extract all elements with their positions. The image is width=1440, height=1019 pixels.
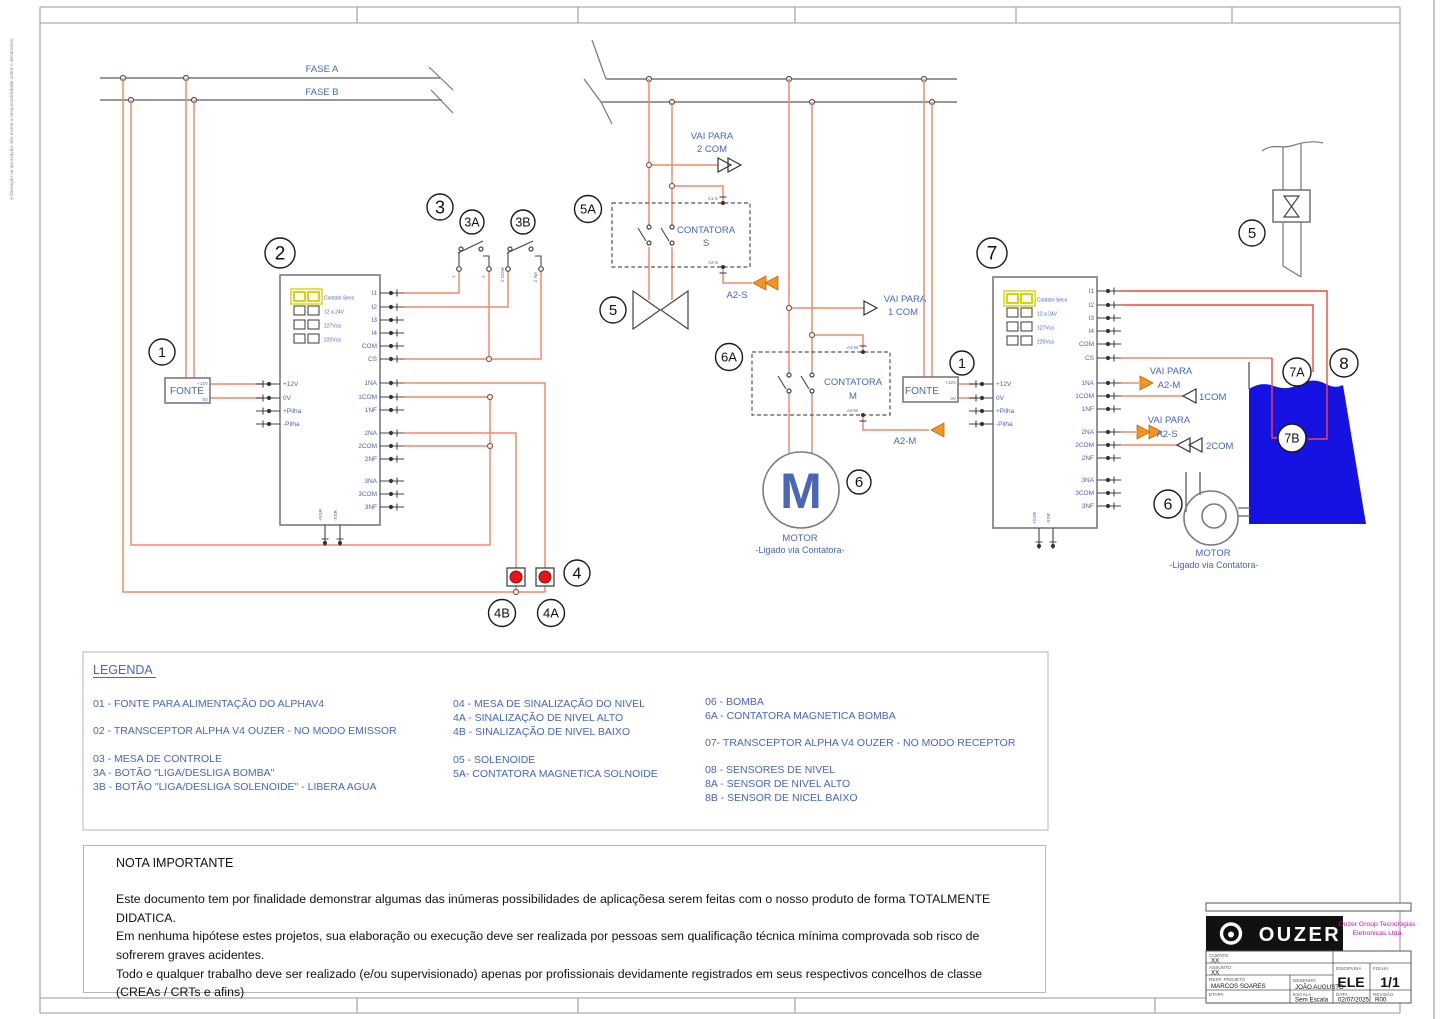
legend-title: LEGENDA — [93, 663, 153, 677]
pin-0v: 0V — [283, 395, 291, 402]
tank-water — [1249, 381, 1366, 525]
r-pin-1nf: 1NF — [1081, 406, 1094, 413]
disciplina-value: ELE — [1337, 974, 1365, 990]
svg-text:8: 8 — [1339, 354, 1349, 373]
marker-8 — [1330, 349, 1358, 377]
svg-text:7B: 7B — [1284, 431, 1300, 446]
r-option-220vca: 220Vca — [1037, 339, 1054, 346]
legend-item-3a: 3A - BOTÃO "LIGA/DESLIGA BOMBA" — [93, 767, 275, 779]
r-pin-3na: 3NA — [1081, 477, 1094, 484]
option-127vca: 127Vca — [324, 323, 341, 330]
terminal-a1s: A1-S — [707, 196, 718, 201]
to-1com-line1: VAI PARA — [883, 294, 927, 305]
r-pin-0v: 0V — [996, 395, 1004, 402]
svg-text:6A: 6A — [721, 349, 737, 365]
pin-ssr-neg: -SSR — [333, 510, 338, 521]
svg-text:1: 1 — [958, 355, 966, 371]
marker-1-right — [950, 351, 974, 375]
svg-text:4B: 4B — [494, 605, 510, 621]
fase-b-label: FASE B — [305, 87, 339, 98]
pump-label: MOTOR — [1195, 548, 1231, 559]
arrow-recv-2com — [1177, 438, 1202, 452]
recv-a2m-line2: A2-M — [1157, 380, 1181, 391]
company-line2: Eletronicas Ltda — [1352, 930, 1402, 937]
fonte-receiver-label: FONTE — [905, 386, 939, 397]
pump-sublabel: -Ligado via Contatora- — [1169, 560, 1259, 570]
folha-label: FOLHA — [1373, 966, 1389, 971]
legend-item-5a: 5A- CONTATORA MAGNETICA SOLNOIDE — [453, 768, 658, 780]
r-pin-12v: +12V — [996, 381, 1012, 388]
arrow-a2m — [931, 423, 944, 437]
r-option-127vca: 127Vca — [1037, 325, 1054, 332]
arrow-recv-a2m — [1140, 376, 1153, 390]
contactor-s-branch — [612, 79, 778, 301]
r-pin-1com: 1COM — [1075, 393, 1094, 400]
marker-6-motor — [847, 470, 871, 494]
r-pin-pilha-pos: +Pilha — [996, 408, 1015, 415]
terminal-a2s: A2-S — [707, 260, 718, 265]
legend-item-8a: 8A - SENSOR DE NIVEL ALTO — [705, 778, 851, 790]
contactor-s-name: CONTATORA — [676, 225, 736, 236]
marker-7 — [977, 238, 1007, 268]
legend-item-01: 01 - FONTE PARA ALIMENTAÇÃO DO ALPHAV4 — [93, 698, 325, 710]
r-pin-i1: I1 — [1088, 288, 1094, 295]
pin-2nf: 2NF — [364, 456, 377, 463]
desenho-value: JOÃO AUGUSTO — [1295, 984, 1344, 991]
legend-item-06: 06 - BOMBA — [705, 696, 764, 708]
company-line1: Ouzer Group Tecnologias — [1338, 921, 1416, 928]
assunto-value: XX — [1211, 969, 1220, 977]
nota-title: NOTA IMPORTANTE — [116, 856, 234, 870]
pin-3nf: 3NF — [364, 504, 377, 511]
r-pin-cs: CS — [1084, 355, 1094, 362]
option-contato-seco: Contato Seco — [324, 295, 355, 302]
legend-item-3b: 3B - BOTÃO "LIGA/DESLIGA SOLENOIDE" - LIBERA AGUA — [93, 781, 377, 793]
marker-5-left — [600, 297, 626, 323]
data-value: 02/07/2025 — [1338, 996, 1369, 1004]
svg-text:1: 1 — [158, 344, 166, 360]
revisao-label: REVISÃO — [1373, 992, 1394, 997]
pin-3na: 3NA — [364, 478, 377, 485]
recv-a2s-line1: VAI PARA — [1147, 415, 1191, 426]
r-pin-i3: I3 — [1088, 315, 1094, 322]
r-pin-2na: 2NA — [1081, 429, 1094, 436]
assunto-label: ASSUNTO — [1209, 965, 1232, 970]
motor-letter: M — [780, 463, 822, 519]
signal-lamps — [507, 568, 554, 586]
contactor-m-name: CONTATORA — [823, 377, 883, 388]
pipe-valve-right — [1262, 142, 1323, 277]
fonte-receiver-pin-neg: 0V — [950, 396, 956, 401]
fonte-receiver-pin-pos: +12V — [945, 380, 956, 385]
marker-6-pump — [1154, 490, 1182, 518]
svg-text:6: 6 — [1163, 496, 1173, 514]
recv-2com-label: 2COM — [1206, 441, 1234, 452]
resp-value: MARCOS SOARES — [1211, 983, 1266, 990]
contactor-m-sub: M — [849, 391, 857, 402]
alpha-emitter — [256, 275, 404, 546]
r-pin-3nf: 3NF — [1081, 503, 1094, 510]
a2m-wire-label: A2-M — [893, 436, 917, 447]
legend-item-05: 05 - SOLENOIDE — [453, 754, 536, 766]
fonte-emitter — [165, 378, 210, 403]
arrow-a2s — [753, 276, 778, 290]
legend-item-8b: 8B - SENSOR DE NICEL BAIXO — [705, 792, 858, 804]
nota-line-1: Este documento tem por finalidade demonstrar algumas das inúmeras possibilidades de aplicaçõesa serem feitas com o nosso produto de forma TOTALMENTE DIDATICA. — [116, 892, 991, 925]
to-2com-line1: VAI PARA — [690, 131, 734, 142]
svg-text:5A: 5A — [580, 201, 596, 217]
marker-6a — [716, 344, 743, 371]
sheet-side-note: A liberação ou aprovação não exime a responsabilidade sobre o documento — [10, 38, 15, 200]
pin-ssr-pos: +SSR — [318, 508, 323, 521]
escala-label: ESCALA — [1293, 992, 1312, 997]
fonte-pin-pos: +12V — [197, 381, 208, 386]
arrow-recv-1com — [1183, 389, 1196, 403]
nota-line-3: Todo e qualquer trabalho deve ser realizado (e/ou supervisionado) apenas por profissionais devidamente registrados em seus respectivos concelhos de classe (CREAs / CRTs e afins) — [116, 966, 983, 1000]
legend-item-4b: 4B - SINALIZAÇÃO DE NIVEL BAIXO — [453, 726, 630, 738]
svg-text:3: 3 — [434, 197, 446, 218]
fase-bus-left — [100, 64, 453, 113]
a2s-wire-label: A2-S — [726, 290, 748, 301]
fase-a-label: FASE A — [305, 64, 339, 75]
marker-7a — [1283, 358, 1311, 386]
resp-label: RESP. PROJETO — [1209, 977, 1246, 982]
pin-i3: I3 — [371, 317, 377, 324]
nota-box — [83, 845, 1046, 1000]
nota-line-2: Em nenhuma hipótese estes projetos, sua elaboração ou execução deve ser realizada por pessoas sem qualificação técnica mínima comprovada sob risco de sofrerem graves acidentes. — [116, 929, 980, 963]
svg-text:5: 5 — [1247, 225, 1257, 242]
r-pin-2com: 2COM — [1075, 442, 1094, 449]
pin-i4: I4 — [371, 330, 377, 337]
ouzer-logo-text: OUZER — [1258, 924, 1342, 946]
r-pin-pilha-neg: -Pilha — [996, 421, 1013, 428]
svg-text:5: 5 — [608, 302, 618, 319]
pin-pilha-pos: +Pilha — [283, 408, 302, 415]
pin-2na: 2NA — [364, 430, 377, 437]
pin-i1: I1 — [371, 290, 377, 297]
svg-text:3B: 3B — [515, 215, 531, 230]
r-pin-ssr-neg: -SSR — [1046, 513, 1051, 524]
to-1com-line2: 1 COM — [887, 307, 919, 318]
svg-text:4: 4 — [572, 565, 582, 583]
disciplina-label: DISCIPLINA — [1336, 966, 1362, 971]
folha-value: 1/1 — [1380, 974, 1400, 990]
legend-item-08: 08 - SENSORES DE NIVEL — [705, 764, 836, 776]
svg-text:7A: 7A — [1289, 365, 1305, 380]
option-12a24v: 12 a 24V — [324, 309, 345, 316]
option-220vca: 220Vca — [324, 337, 341, 344]
marker-1-left — [149, 339, 175, 365]
tank — [1249, 362, 1366, 524]
svg-text:3A: 3A — [464, 215, 480, 230]
revisao-value: R00 — [1375, 996, 1387, 1004]
motor — [755, 452, 844, 555]
marker-3a — [460, 210, 484, 234]
svg-text:4A: 4A — [543, 605, 559, 621]
svg-text:2: 2 — [274, 243, 286, 265]
marker-3b — [511, 210, 535, 234]
pin-cs: CS — [367, 356, 377, 363]
pin-2com: 2COM — [358, 443, 377, 450]
terminal-a2m: A2-M — [847, 408, 858, 413]
recv-a2m-line1: VAI PARA — [1149, 366, 1193, 377]
marker-4a — [538, 600, 565, 627]
pin-pilha-neg: -Pilha — [283, 421, 300, 428]
r-pin-i4: I4 — [1088, 328, 1094, 335]
legend — [83, 652, 1048, 830]
marker-4 — [564, 560, 590, 586]
legend-item-04: 04 - MESA DE SINALIZAÇÃO DO NIVEL — [453, 698, 645, 710]
recv-a2s-line2: A2-S — [1156, 429, 1178, 440]
motor-sublabel: -Ligado via Contatora- — [755, 545, 845, 555]
motor-label: MOTOR — [782, 533, 818, 544]
r-option-12a24v: 12 a 24V — [1037, 311, 1058, 318]
marker-2 — [265, 238, 295, 268]
data-label: DATA — [1336, 992, 1348, 997]
pump — [1169, 472, 1258, 570]
r-pin-3com: 3COM — [1075, 490, 1094, 497]
solenoid-valve-left — [633, 291, 688, 329]
r-pin-ssr-pos: +SSR — [1032, 511, 1037, 524]
r-option-contato-seco: Contato Seco — [1037, 297, 1068, 304]
legend-item-02: 02 - TRANSCEPTOR ALPHA V4 OUZER - NO MODO EMISSOR — [93, 725, 397, 737]
arrow-to-1com — [864, 301, 877, 315]
control-desk — [451, 241, 543, 282]
marker-3 — [427, 194, 453, 220]
cliente-label: CLIENTE — [1209, 953, 1229, 958]
pin-12v: +12V — [283, 381, 299, 388]
to-2com-line2: 2 COM — [696, 144, 728, 155]
switch-3b-term-right: 2 NA — [533, 271, 538, 282]
legend-item-4a: 4A - SINALIZAÇÃO DE NIVEL ALTO — [453, 712, 624, 724]
receiver-arrows — [1121, 366, 1234, 452]
arrow-to-2com — [718, 158, 741, 172]
recv-1com-label: 1COM — [1199, 392, 1227, 403]
pin-3com: 3COM — [358, 491, 377, 498]
r-pin-i2: I2 — [1088, 302, 1094, 309]
etapa-label: ETAPA — [1209, 992, 1224, 997]
switch-3a-term-left: 1 — [451, 275, 456, 278]
title-block — [1206, 903, 1416, 1004]
marker-4b — [489, 600, 516, 627]
escala-value: Sem Escala — [1295, 996, 1329, 1004]
legend-item-03: 03 - MESA DE CONTROLE — [93, 753, 222, 765]
switch-3b-term-left: 2 COM — [500, 267, 505, 282]
legend-item-6a: 6A - CONTATORA MAGNETICA BOMBA — [705, 710, 896, 722]
r-pin-2nf: 2NF — [1081, 455, 1094, 462]
switch-3a-term-right: 2 — [481, 275, 486, 278]
pin-1nf: 1NF — [364, 407, 377, 414]
marker-5a — [575, 196, 602, 223]
svg-text:6: 6 — [854, 474, 864, 491]
fase-bus-mid — [584, 40, 957, 124]
pin-1na: 1NA — [364, 380, 377, 387]
alpha-receiver — [969, 277, 1121, 549]
pin-com: COM — [361, 343, 377, 350]
marker-5-right — [1239, 220, 1265, 246]
contactor-s-sub: S — [702, 238, 710, 249]
pin-i2: I2 — [371, 304, 377, 311]
r-pin-1na: 1NA — [1081, 380, 1094, 387]
desenho-label: DESENHO — [1293, 978, 1316, 983]
pin-1com: 1COM — [358, 394, 377, 401]
fonte-pin-neg: 0V — [202, 397, 208, 402]
cliente-value: XX — [1211, 957, 1220, 965]
svg-text:7: 7 — [986, 243, 998, 265]
fonte-label: FONTE — [170, 386, 204, 397]
marker-7b — [1278, 424, 1306, 452]
legend-item-07: 07- TRANSCEPTOR ALPHA V4 OUZER - NO MODO RECEPTOR — [705, 737, 1016, 749]
r-pin-com: COM — [1078, 341, 1094, 348]
termin-a1m: A1-M — [847, 345, 858, 350]
